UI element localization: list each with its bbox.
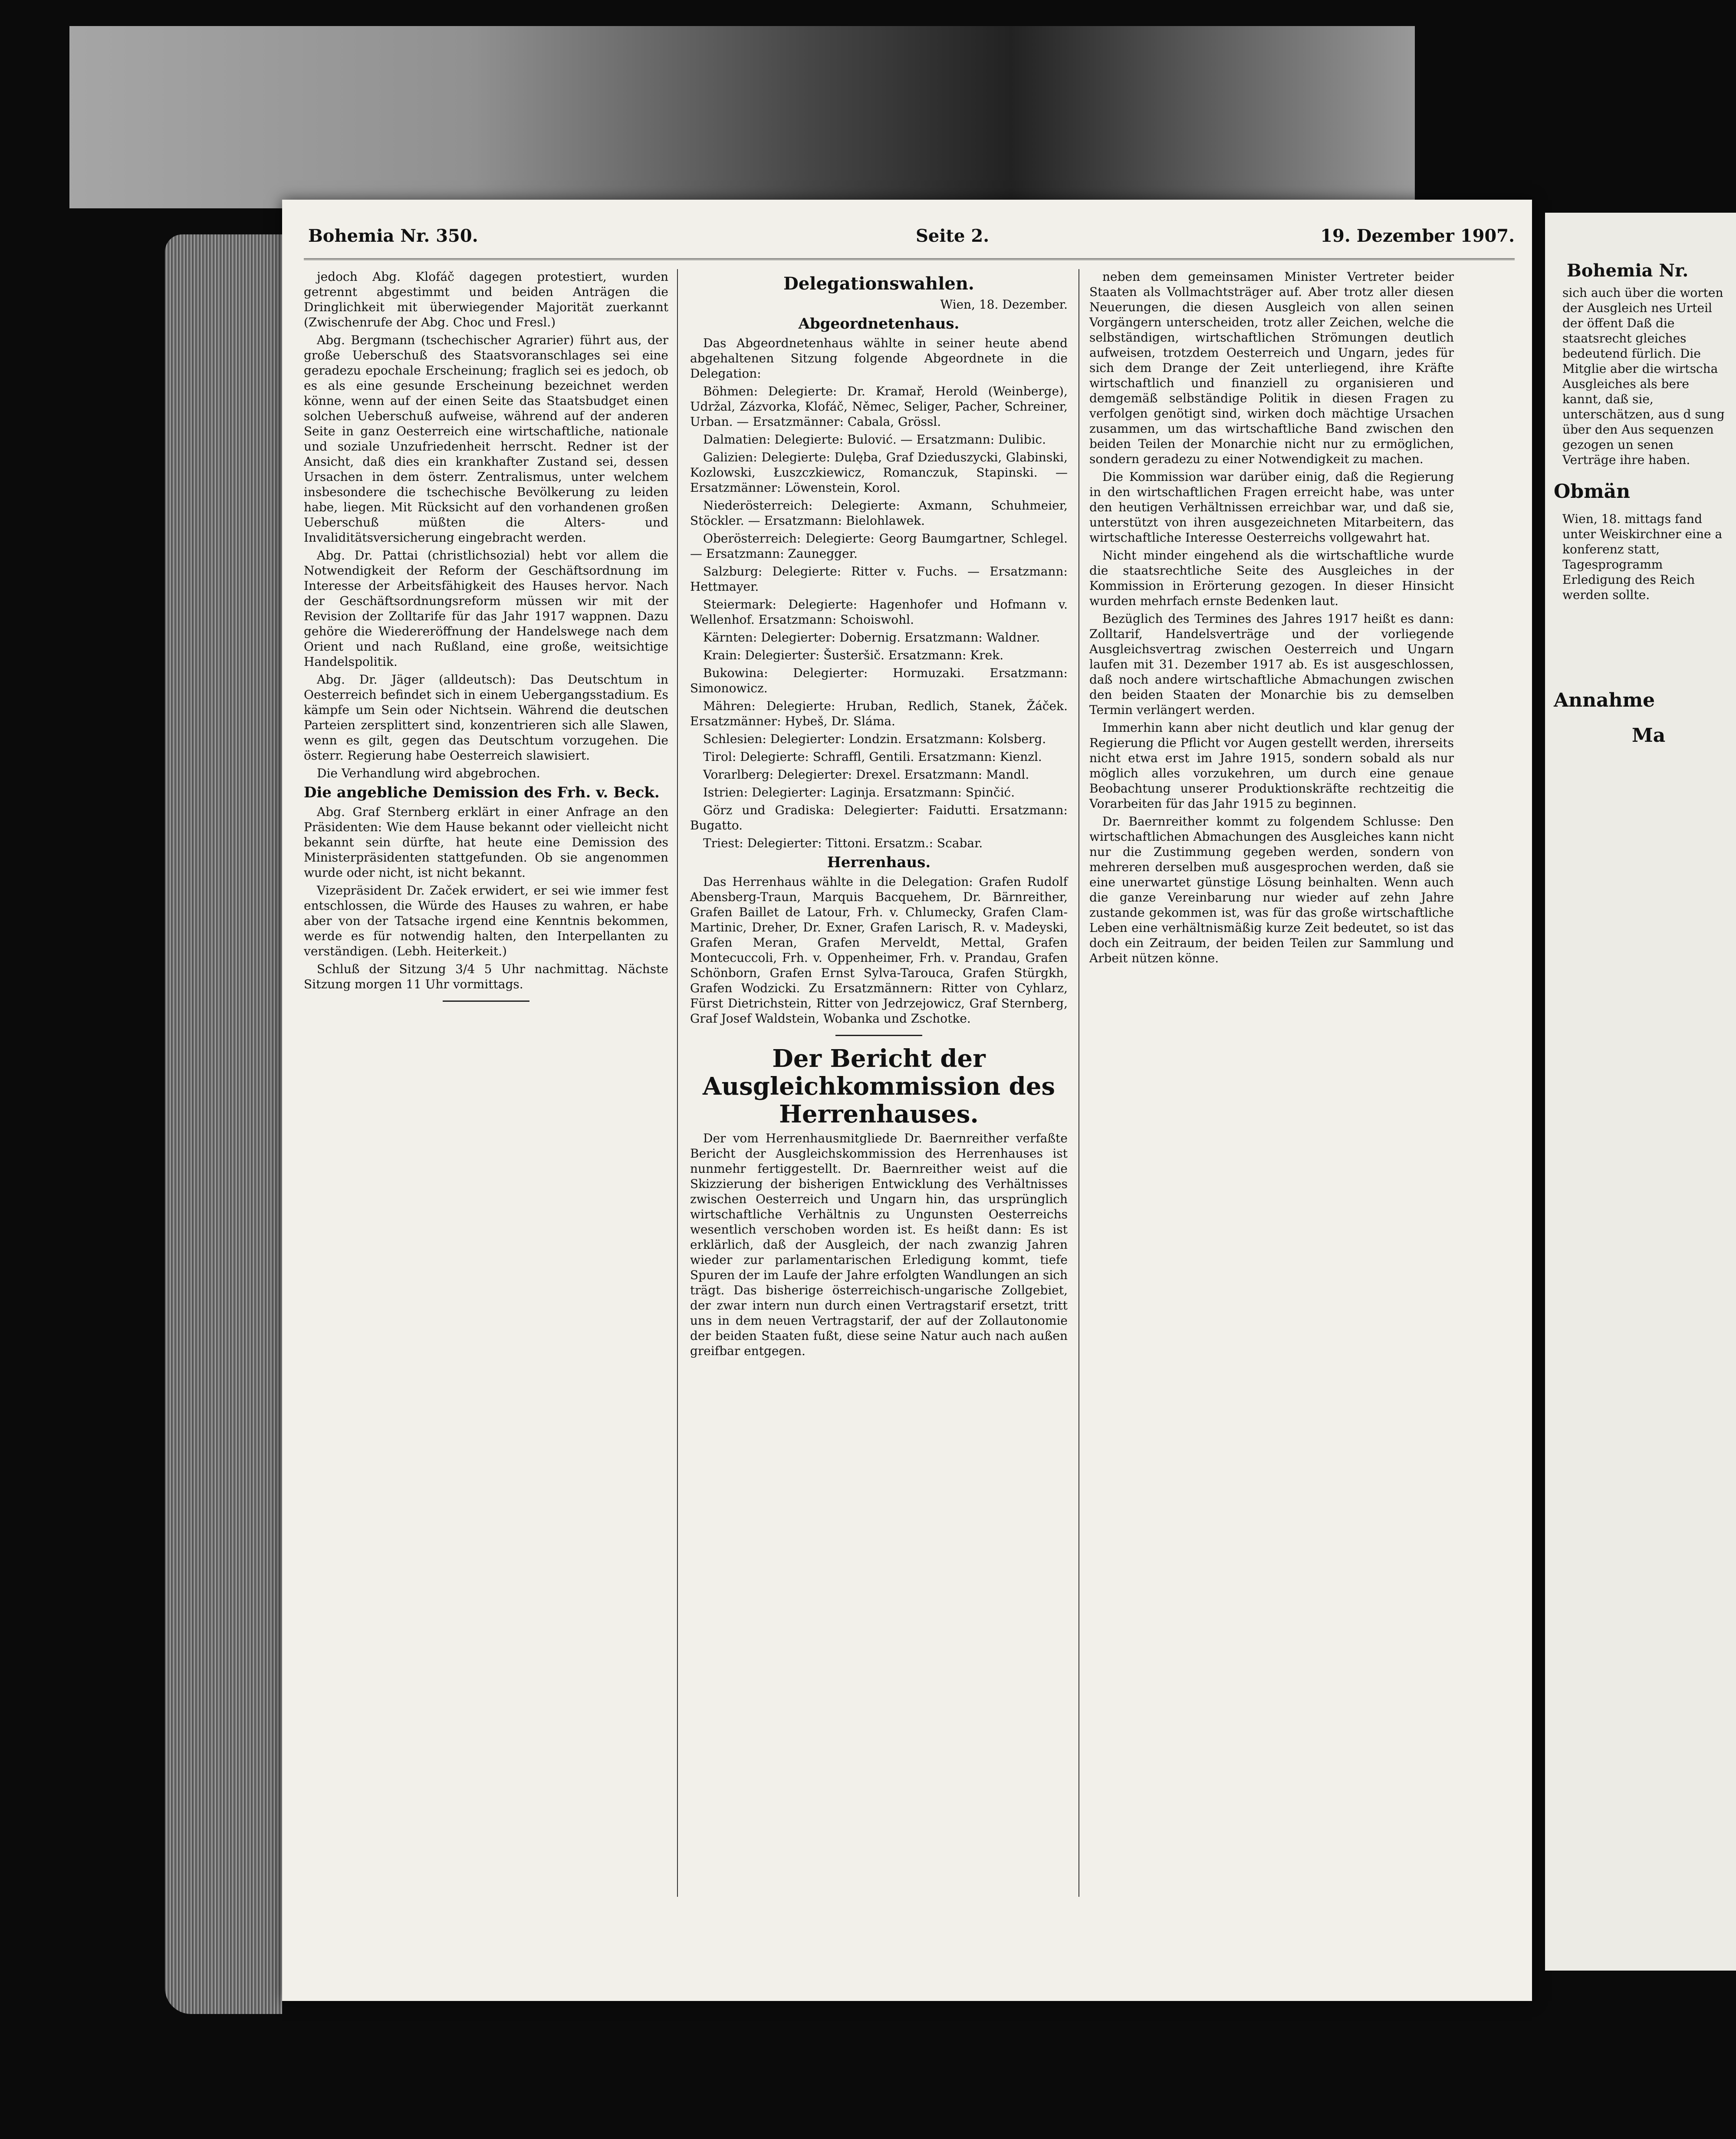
- paper-issue: Bohemia Nr. 350.: [308, 226, 478, 246]
- article-paragraph: Immerhin kann aber nicht deutlich und klar genug der Regierung die Pflicht vor Augen gestellt werden, ihrerseits nicht etwa erst im Jahre 1915, sondern sobald als nur möglich alles vorzukehren, um durch eine genaue Beobachtung unserer Produktionskräfte rechtzeitig die Vorarbeiten für das Jahr 1915 zu beginnen.: [1089, 721, 1454, 811]
- delegation-entry: Oberösterreich: Delegierte: Georg Baumgartner, Schlegel. — Ersatzmann: Zaunegger.: [690, 531, 1068, 561]
- article-paragraph: Abg. Graf Sternberg erklärt in einer Anfrage an den Präsidenten: Wie dem Hause bekannt oder vielleicht nicht bekannt sein dürfte, hat heute eine Demission des Ministerpräsidenten stattgefunden. Ob sie angenommen wurde oder nicht, ist nicht bekannt.: [304, 805, 668, 880]
- article-paragraph: Der vom Herrenhausmitgliede Dr. Baernreither verfaßte Bericht der Ausgleichskommission des Herrenhauses ist nunmehr fertiggestellt. Dr. Baernreither weist auf die Skizzierung der bisherigen Entwicklung des Verhältnisses zwischen Oesterreich und Ungarn hin, das ursprünglich wirtschaftliche Verhältnis zu Ungunsten Oesterreichs wesentlich verschoben worden ist. Es heißt dann: Es ist erklärlich, daß der Ausgleich, der nach zwanzig Jahren wieder zur parlamentarischen Erledigung kommt, tiefe Spuren der im Laufe der Jahre erfolgten Wandlungen an sich trägt. Das bisherige österreichisch-ungarische Zollgebiet, der zwar intern nun durch einen Vertragstarif ersetzt, tritt uns in dem neuen Vertragstarif, der auf der Zollautonomie der beiden Staaten fußt, diese seine Natur auch nach außen greifbar entgegen.: [690, 1131, 1068, 1358]
- article-paragraph: Abg. Dr. Pattai (christlichsozial) hebt vor allem die Notwendigkeit der Reform der Geschäftsordnung im Interesse der Arbeitsfähigkeit des Hauses hervor. Nach der Geschäftsordnungsreform müssen wir mit der Revision der Zolltarife für das Jahr 1917 wappnen. Dazu gehöre die Wiedereröffnung der Handelswege nach dem Orient und nach Rußland, eine große, weitsichtige Handelspolitik.: [304, 548, 668, 669]
- delegation-entry: Dalmatien: Delegierte: Bulović. — Ersatzmann: Dulibic.: [703, 432, 1046, 447]
- next-page-heading: Annahme: [1554, 689, 1655, 711]
- next-page-text: Wien, 18. mittags fand unter Weiskirchner eine a konferenz statt, Tagesprogramm Erledigung des Reich werden sollte.: [1562, 512, 1723, 602]
- page-header: [282, 221, 1532, 256]
- delegation-entry: Tirol: Delegierte: Schraffl, Gentili. Ersatzmann: Kienzl.: [703, 750, 1042, 764]
- article-paragraph: Das Abgeordnetenhaus wählte in seiner heute abend abgehaltenen Sitzung folgende Abgeordnete in die Delegation:: [690, 336, 1068, 381]
- delegation-entry: Salzburg: Delegierte: Ritter v. Fuchs. — Ersatzmann: Hettmayer.: [690, 564, 1068, 594]
- book-page-edges: [165, 234, 282, 2014]
- delegation-entry: Kärnten: Delegierter: Dobernig. Ersatzmann: Waldner.: [703, 630, 1040, 645]
- next-page-header: Bohemia Nr.: [1567, 260, 1689, 281]
- delegation-entry: Schlesien: Delegierter: Londzin. Ersatzmann: Kolsberg.: [703, 732, 1046, 746]
- delegation-entry: Krain: Delegierter: Šusteršič. Ersatzmann: Krek.: [703, 648, 1004, 662]
- column-2: [690, 269, 1068, 1962]
- article-paragraph: Schluß der Sitzung 3/4 5 Uhr nachmittag. Nächste Sitzung morgen 11 Uhr vormittags.: [304, 962, 668, 991]
- delegation-entry: Triest: Delegierter: Tittoni. Ersatzm.: Scabar.: [703, 836, 983, 850]
- delegation-entry: Niederösterreich: Delegierte: Axmann, Schuhmeier, Stöckler. — Ersatzmann: Bielohlawek.: [690, 498, 1068, 528]
- dateline: Wien, 18. Dezember.: [940, 297, 1068, 312]
- column-1: [304, 269, 668, 1962]
- column-divider: [677, 269, 678, 1897]
- delegation-entry: Böhmen: Delegierte: Dr. Kramař, Herold (Weinberge), Udržal, Zázvorka, Klofáč, Němec, Seliger, Pacher, Schreiner, Urban. — Ersatzmänner: Cabala, Grössl.: [690, 384, 1068, 429]
- delegation-entry: Bukowina: Delegierter: Hormuzaki. Ersatzmann: Simonowicz.: [690, 666, 1068, 695]
- delegation-entry: Görz und Gradiska: Delegierter: Faidutti. Ersatzmann: Bugatto.: [690, 803, 1068, 833]
- next-page-heading: Obmän: [1554, 480, 1631, 503]
- header-rule: [304, 258, 1515, 260]
- page-number: Seite 2.: [916, 226, 990, 246]
- article-paragraph: Das Herrenhaus wählte in die Delegation: Grafen Rudolf Abensberg-Traun, Marquis Bacquehem, Dr. Bärnreither, Grafen Baillet de Latour, Frh. v. Chlumecky, Grafen Clam-Martinic, Dreher, Dr. Exner, Grafen Larisch, R. v. Madeyski, Grafen Meran, Grafen Merveldt, Mettal, Grafen Montecuccoli, Frh. v. Oppenheimer, Frh. v. Prandau, Grafen Schönborn, Grafen Ernst Sylva-Tarouca, Grafen Stürgkh, Grafen Wodzicki. Zu Ersatzmännern: Ritter von Cyhlarz, Fürst Dietrichstein, Ritter von Jedrzejowicz, Graf Sternberg, Graf Josef Waldstein, Wobanka und Zschotke.: [690, 875, 1068, 1026]
- delegation-entry: Galizien: Delegierte: Dulęba, Graf Dzieduszycki, Glabinski, Kozlowski, Łuszczkiewicz, Romanczuk, Stapinski. — Ersatzmänner: Löwenstein, Korol.: [690, 450, 1068, 495]
- column-3: [1089, 269, 1454, 1962]
- delegation-entry: Istrien: Delegierter: Laginja. Ersatzmann: Spinčić.: [703, 785, 1015, 800]
- article-paragraph: neben dem gemeinsamen Minister Vertreter beider Staaten als Vollmachtsträger auf. Aber trotz aller diesen Neuerungen, die diesen Ausgleich von allen seinen Vorgängern unterscheiden, trotz aller Zeichen, welche die selbständigen, wirtschaftlichen Strömungen deutlich aufweisen, trotzdem Oesterreich und Ungarn, jedes für sich dem Drange der Zeit unterliegend, ihre Kräfte wirtschaftlich und finanziell zu organisieren und demgemäß selbständige Politik in diesen Fragen zu verfolgen genötigt sind, wirken doch mächtige Ursachen zusammen, um das wirtschaftliche Band zwischen den beiden Teilen der Monarchie nicht nur zu ermöglichen, sondern geradezu zu einer Notwendigkeit zu machen.: [1089, 270, 1454, 466]
- section-subheading: Abgeordnetenhaus.: [798, 315, 960, 332]
- delegation-entry: Mähren: Delegierte: Hruban, Redlich, Stanek, Žáček. Ersatzmänner: Hybeš, Dr. Sláma.: [690, 699, 1068, 728]
- section-subheading: Herrenhaus.: [827, 854, 931, 871]
- article-paragraph: Bezüglich des Termines des Jahres 1917 heißt es dann: Zolltarif, Handelsverträge und der vorliegende Ausgleichsvertrag zwischen Oesterreich und Ungarn laufen mit 31. Dezember 1917 ab. Es ist ausgeschlossen, daß noch andere wirtschaftliche Abmachungen zwischen den beiden Staaten der Monarchie bis zu demselben Termin verlängert werden.: [1089, 612, 1454, 717]
- issue-date: 19. Dezember 1907.: [1320, 226, 1515, 246]
- article-paragraph: Vizepräsident Dr. Začek erwidert, er sei wie immer fest entschlossen, die Würde des Hauses zu wahren, er habe aber von der Tatsache irgend eine Kenntnis bekommen, werde es für notwendig halten, den Interpellanten zu verständigen. (Lebh. Heiterkeit.): [304, 883, 668, 958]
- article-paragraph: Die Kommission war darüber einig, daß die Regierung in den wirtschaftlichen Fragen erreicht habe, was unter den heutigen Verhältnissen erreichbar war, und daß sie, unterstützt von ihren ausgezeichneten Mitarbeitern, das wirtschaftliche Interesse Oesterreichs vollgewahrt hat.: [1089, 470, 1454, 545]
- article-heading: Der Bericht der Ausgleichkommission des Herrenhauses.: [703, 1044, 1055, 1129]
- microfilm-background: [69, 26, 1415, 208]
- next-page-fragment: [1545, 213, 1736, 1971]
- article-paragraph: Die Verhandlung wird abgebrochen.: [317, 766, 540, 780]
- delegation-entry: Steiermark: Delegierte: Hagenhofer und Hofmann v. Wellenhof. Ersatzmann: Schoiswohl.: [690, 597, 1068, 627]
- next-page-heading: Ma: [1632, 724, 1666, 747]
- article-heading: Die angebliche Demission des Frh. v. Beck.: [304, 784, 660, 801]
- article-separator: [443, 1000, 529, 1002]
- article-heading: Delegationswahlen.: [783, 273, 974, 294]
- article-paragraph: Abg. Dr. Jäger (alldeutsch): Das Deutschtum in Oesterreich befindet sich in einem Uebergangsstadium. Es kämpfe um Sein oder Nichtsein. Während die deutschen Parteien zersplittert sind, konzentrieren sich alle Slawen, wenn es gilt, gegen das Deutschtum vorzugehen. Die österr. Regierung habe Oesterreich slawisiert.: [304, 672, 668, 763]
- article-paragraph: Dr. Baernreither kommt zu folgendem Schlusse: Den wirtschaftlichen Abmachungen des Ausgleiches kann nicht nur die Zustimmung gegeben werden, sondern von mehreren derselben muß ausgesprochen werden, daß sie eine unerwartet günstige Lösung beinhalten. Wenn auch die ganze Vereinbarung nur wieder auf zehn Jahre zustande gekommen ist, was für das große wirtschaftliche Leben eine verhältnismäßig kurze Zeit bedeutet, so ist das doch ein Zeitraum, der beiden Teilen zur Sammlung und Arbeit nützen könne.: [1089, 814, 1454, 965]
- article-paragraph: Nicht minder eingehend als die wirtschaftliche wurde die staatsrechtliche Seite des Ausgleiches in der Kommission in Erörterung gezogen. In dieser Hinsicht wurden mehrfach ernste Bedenken laut.: [1089, 548, 1454, 608]
- next-page-text: sich auch über die worten der Ausgleich nes Urteil der öffent Daß die staatsrecht gleiches bedeutend fürlich. Die Mitglie aber die wirtscha Ausgleiches als bere kannt, daß sie, unterschätzen, aus d sung über den Aus sequenzen gezogen un senen Verträge ihre haben.: [1562, 286, 1725, 467]
- delegation-entry: Vorarlberg: Delegierter: Drexel. Ersatzmann: Mandl.: [703, 767, 1029, 782]
- article-separator: [835, 1035, 922, 1036]
- newspaper-page: [282, 200, 1532, 2001]
- column-divider: [1078, 269, 1079, 1897]
- article-paragraph: jedoch Abg. Klofáč dagegen protestiert, wurden getrennt abgestimmt und beiden Anträgen die Dringlichkeit mit überwiegender Majorität zuerkannt (Zwischenrufe der Abg. Choc und Fresl.): [304, 270, 668, 329]
- article-paragraph: Abg. Bergmann (tschechischer Agrarier) führt aus, der große Ueberschuß des Staatsvoranschlages sei eine geradezu epochale Erscheinung; fraglich sei es jedoch, ob es als eine gesunde Erscheinung bezeichnet werden könne, wenn auf der einen Seite das Staatsbudget einen solchen Ueberschuß aufweise, während auf der anderen Seite in ganz Oesterreich eine wirtschaftliche, nationale und soziale Unzufriedenheit herrscht. Redner ist der Ansicht, daß dies ein krankhafter Zustand sei, dessen Ursachen in dem österr. Zentralismus, unter welchem insbesondere die tschechische Bevölkerung zu leiden habe, liegen. Mit Rücksicht auf den vorhandenen großen Ueberschuß müßten die Alters- und Invaliditätsversicherung eingebracht werden.: [304, 333, 668, 545]
